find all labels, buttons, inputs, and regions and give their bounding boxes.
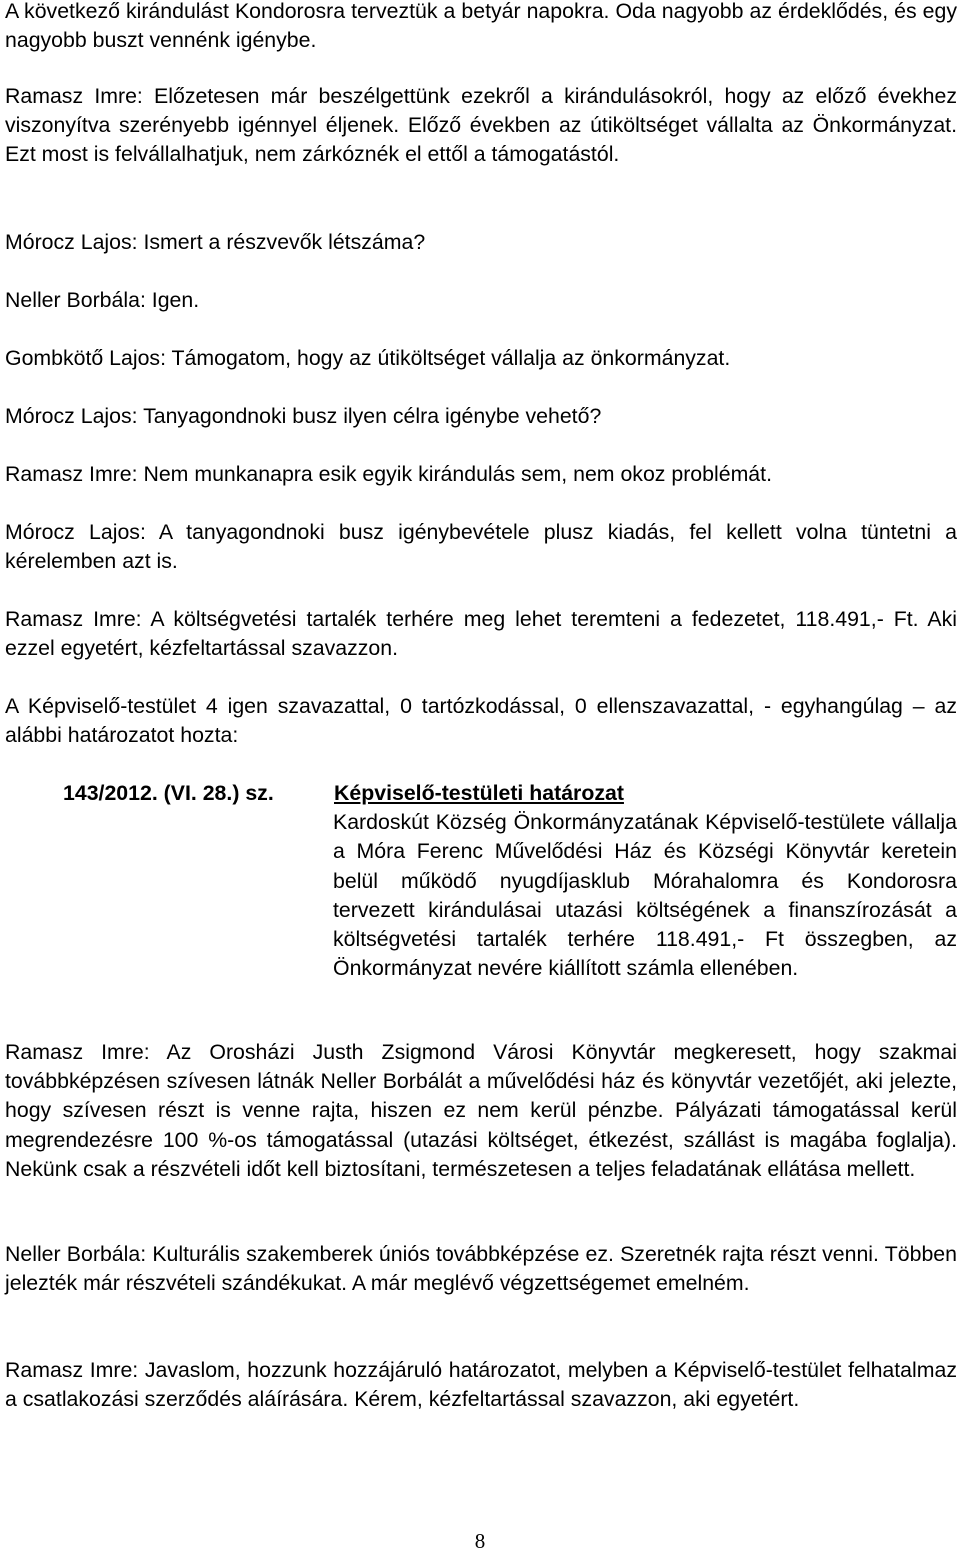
- paragraph-ramasz-library-training: Ramasz Imre: Az Orosházi Justh Zsigmond Városi Könyvtár megkeresett, hogy szakmai továbbképzésen szívesen látnák Neller Borbálát a művelődési ház és könyvtár vezetőjét, aki jelezte, hogy szívesen részt is venne rajta, hiszen ez nem kerül pénzbe. Pályázati támogatással kerül megrendezésre 100 %-os támogatással (utazási költséget, étkezést, szállást is magába foglalja). Nekünk csak a részvételi időt kell biztosítani, természetesen a teljes feladatának ellátása mellett.: [5, 1040, 957, 1181]
- paragraph-gombkoto-support: Gombkötő Lajos: Támogatom, hogy az útiköltséget vállalja az önkormányzat.: [5, 346, 731, 370]
- resolution-body: Kardoskút Község Önkormányzatának Képviselő-testülete vállalja a Móra Ferenc Művelődési Ház és Községi Könyvtár keretein belül működő nyugdíjasklub Mórahalomra és Kondorosra tervezett kirándulásai utazási költségének a finanszírozását a költségvetési tartalék terhére 118.491,- Ft összegben, az Önkormányzat nevére kiállított számla ellenében.: [333, 810, 957, 981]
- resolution-number: 143/2012. (VI. 28.) sz.: [63, 781, 274, 805]
- resolution-title: Képviselő-testületi határozat: [334, 781, 624, 805]
- paragraph-morocz-bus-question: Mórocz Lajos: Tanyagondnoki busz ilyen célra igénybe vehető?: [5, 404, 602, 428]
- paragraph-kondoros-trip: A következő kirándulást Kondorosra terveztük a betyár napokra. Oda nagyobb az érdeklődés, és egy nagyobb buszt vennénk igénybe.: [5, 0, 957, 53]
- paragraph-neller-training: Neller Borbála: Kulturális szakemberek úniós továbbképzése ez. Szeretnék rajta részt venni. Többen jelezték már részvételi szándékukat. A már meglévő végzettségemet emelném.: [5, 1242, 957, 1296]
- paragraph-morocz-bus-cost: Mórocz Lajos: A tanyagondnoki busz igénybevétele plusz kiadás, fel kellett volna tüntetni a kérelemben azt is.: [5, 520, 957, 574]
- paragraph-morocz-question: Mórocz Lajos: Ismert a részvevők létszáma?: [5, 230, 426, 254]
- paragraph-ramasz-travel-cost: Ramasz Imre: Előzetesen már beszélgettünk ezekről a kirándulásokról, hogy az előző évekhez viszonyítva szerényebb igénnyel éljenek. Előző években az útiköltséget vállalta az Önkormányzat. Ezt most is felvállalhatjuk, nem zárkóznék el ettől a támogatástól.: [5, 84, 957, 167]
- paragraph-vote-result: A Képviselő-testület 4 igen szavazattal, 0 tartózkodással, 0 ellenszavazattal, - egyhangúlag – az alábbi határozatot hozta:: [5, 694, 957, 748]
- paragraph-ramasz-no-problem: Ramasz Imre: Nem munkanapra esik egyik kirándulás sem, nem okoz problémát.: [5, 462, 772, 486]
- page-number: 8: [474, 1529, 486, 1553]
- paragraph-ramasz-proposal: Ramasz Imre: Javaslom, hozzunk hozzájáruló határozatot, melyben a Képviselő-testület felhatalmaz a csatlakozási szerződés aláírására. Kérem, kézfeltartással szavazzon, aki egyetért.: [5, 1358, 957, 1412]
- paragraph-neller-answer: Neller Borbála: Igen.: [5, 288, 200, 312]
- paragraph-ramasz-vote-call: Ramasz Imre: A költségvetési tartalék terhére meg lehet teremteni a fedezetet, 118.491,- Ft. Aki ezzel egyetért, kézfeltartással szavazzon.: [5, 607, 957, 661]
